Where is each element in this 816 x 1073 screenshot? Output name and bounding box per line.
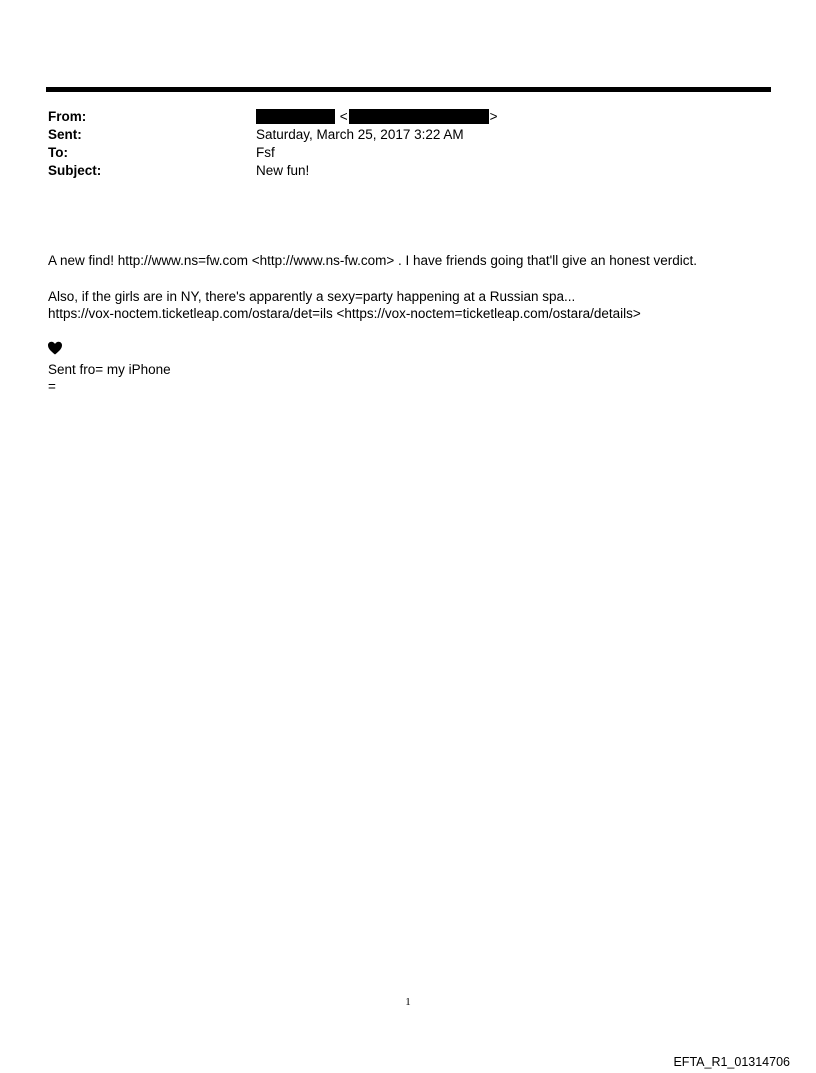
to-label: To:	[48, 145, 68, 160]
header-divider	[46, 87, 771, 92]
from-open-bracket: <	[339, 109, 348, 124]
body-line-3: https://vox-noctem.ticketleap.com/ostara/det=ils <https://vox-noctem=ticketleap.com/ostara/details>	[48, 306, 641, 321]
from-value	[256, 108, 499, 126]
subject-value: New fun!	[256, 163, 310, 178]
body-line-2: Also, if the girls are in NY, there's apparently a sexy=party happening at a Russian spa...	[48, 289, 576, 304]
to-row	[48, 144, 768, 162]
sent-label: Sent:	[48, 127, 82, 142]
document-id: EFTA_R1_01314706	[673, 1055, 790, 1069]
page-number: 1	[405, 996, 411, 1008]
redacted-sender-email	[349, 109, 489, 124]
email-header	[48, 108, 768, 180]
trailing-char: =	[48, 379, 56, 394]
to-value: Fsf	[256, 145, 275, 160]
subject-row	[48, 162, 768, 180]
heart-icon	[47, 340, 63, 356]
from-label: From:	[48, 109, 87, 124]
signature: Sent fro= my iPhone	[48, 362, 171, 377]
sent-value: Saturday, March 25, 2017 3:22 AM	[256, 127, 464, 142]
from-row	[48, 108, 768, 126]
body-line-1: A new find! http://www.ns=fw.com <http://www.ns-fw.com> . I have friends going that'll give an honest verdict.	[48, 253, 698, 268]
from-close-bracket: >	[489, 109, 498, 124]
subject-label: Subject:	[48, 163, 102, 178]
sent-row	[48, 126, 768, 144]
redacted-sender-name	[256, 109, 335, 124]
